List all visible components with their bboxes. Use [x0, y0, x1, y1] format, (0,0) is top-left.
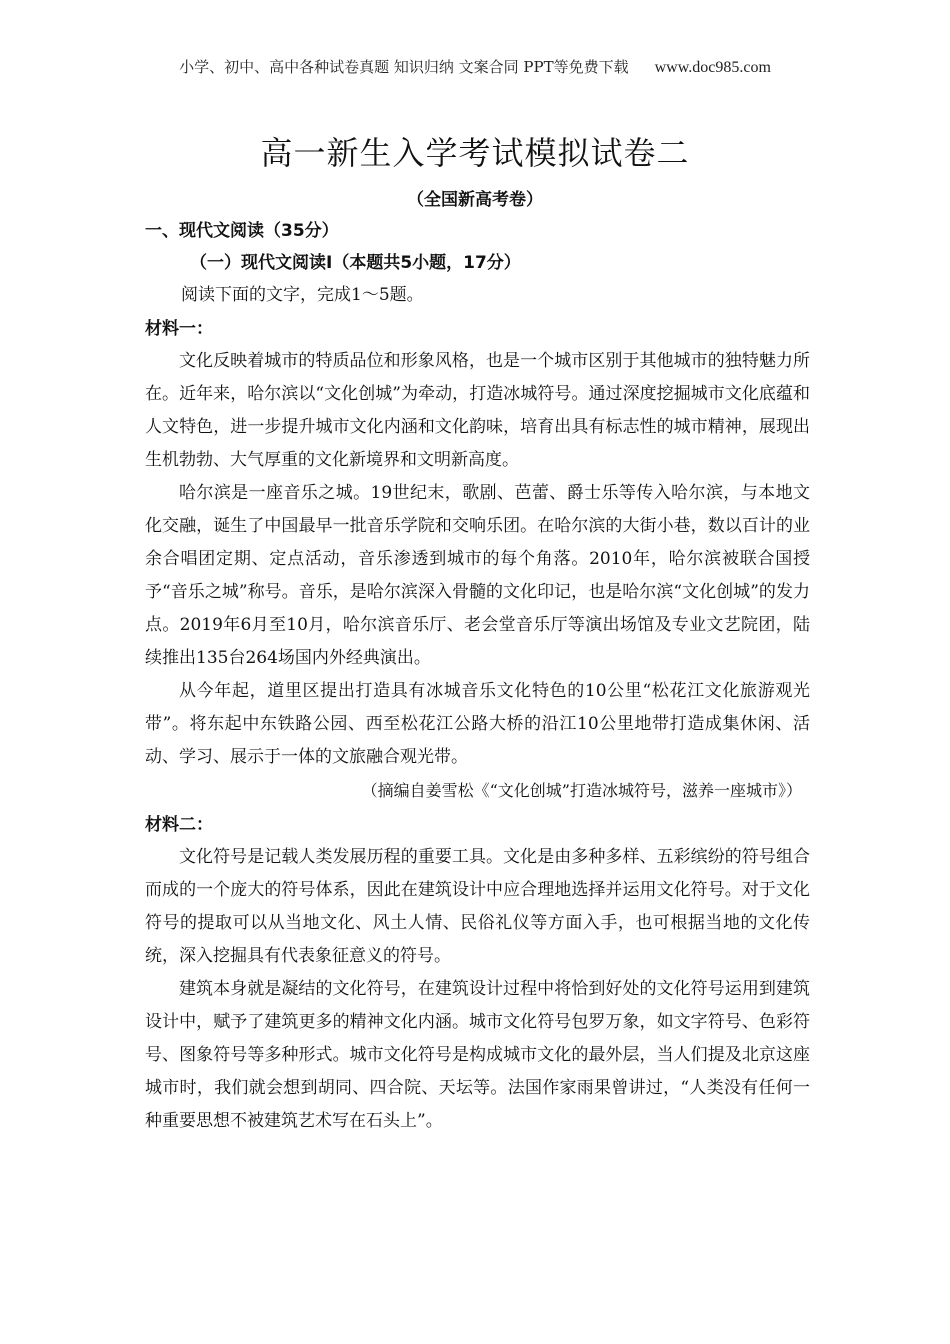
- material-one-paragraph: 文化反映着城市的特质品位和形象风格，也是一个城市区别于其他城市的独特魅力所在。近年来，哈尔滨以“文化创城”为牵动，打造冰城符号。通过深度挖掘城市文化底蕴和人文特色，进一步提升城市文化内涵和文化韵味，培育出具有标志性的城市精神，展现出生机勃勃、大气厚重的文化新境界和文明新高度。: [145, 351, 810, 470]
- exam-title: 高一新生入学考试模拟试卷二: [260, 134, 690, 172]
- header-text: 小学、初中、高中各种试卷真题 知识归纳 文案合同 PPT等免费下载: [179, 58, 629, 76]
- page-header: [0, 56, 950, 77]
- reading-instruction: 阅读下面的文字，完成1～5题。: [181, 285, 424, 305]
- material-one-source: （摘编自姜雪松《“文化创城”打造冰城符号，滋养一座城市》）: [361, 781, 802, 800]
- header-site: www.doc985.com: [654, 59, 771, 76]
- material-one-label: 材料一：: [145, 319, 213, 339]
- exam-content: [145, 215, 810, 1138]
- material-one-paragraph: 从今年起，道里区提出打造具有冰城音乐文化特色的10公里“松花江文化旅游观光带”。将东起中东铁路公园、西至松花江公路大桥的沿江10公里地带打造成集休闲、活动、学习、展示于一体的文旅融合观光带。: [145, 681, 810, 767]
- material-two-paragraph: 建筑本身就是凝结的文化符号，在建筑设计过程中将恰到好处的文化符号运用到建筑设计中，赋予了建筑更多的精神文化内涵。城市文化符号包罗万象，如文字符号、色彩符号、图象符号等多种形式。城市文化符号是构成城市文化的最外层，当人们提及北京这座城市时，我们就会想到胡同、四合院、天坛等。法国作家雨果曾讲过，“人类没有任何一种重要思想不被建筑艺术写在石头上”。: [145, 979, 810, 1131]
- material-one-paragraph: 哈尔滨是一座音乐之城。19世纪末，歌剧、芭蕾、爵士乐等传入哈尔滨，与本地文化交融，诞生了中国最早一批音乐学院和交响乐团。在哈尔滨的大街小巷，数以百计的业余合唱团定期、定点活动，音乐渗透到城市的每个角落。2010年，哈尔滨被联合国授予“音乐之城”称号。音乐，是哈尔滨深入骨髓的文化印记，也是哈尔滨“文化创城”的发力点。2019年6月至10月，哈尔滨音乐厅、老会堂音乐厅等演出场馆及专业文艺院团，陆续推出135台264场国内外经典演出。: [145, 483, 810, 668]
- material-two-paragraph: 文化符号是记载人类发展历程的重要工具。文化是由多种多样、五彩缤纷的符号组合而成的一个庞大的符号体系，因此在建筑设计中应合理地选择并运用文化符号。对于文化符号的提取可以从当地文化、风土人情、民俗礼仪等方面入手，也可根据当地的文化传统，深入挖掘具有代表象征意义的符号。: [145, 847, 810, 966]
- exam-subtitle: （全国新高考卷）: [407, 190, 543, 210]
- section-heading: 一、现代文阅读（35分）: [145, 221, 339, 241]
- sub-section-heading: （一）现代文阅读Ⅰ（本题共5小题，17分）: [190, 253, 521, 273]
- material-two-label: 材料二：: [145, 815, 213, 835]
